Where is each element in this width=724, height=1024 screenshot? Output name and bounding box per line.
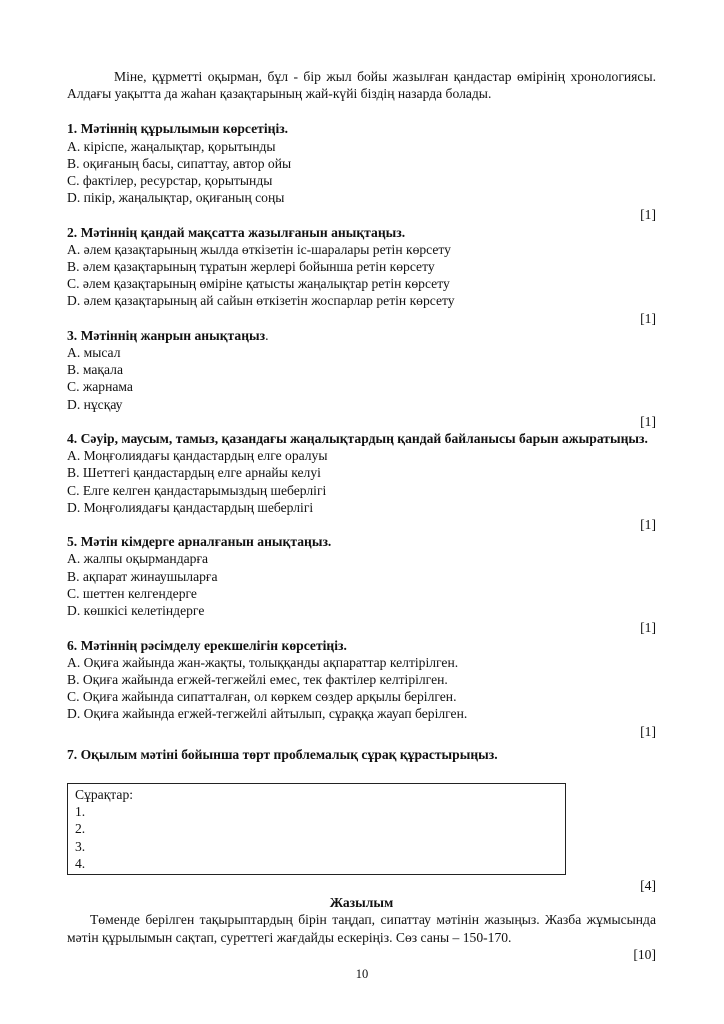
option-b: B. ақпарат жинаушыларға <box>67 568 218 584</box>
answer-box[interactable] <box>67 783 566 875</box>
mark: [1] <box>640 413 656 429</box>
option-d: D. пікір, жаңалықтар, оқиғаның соңы <box>67 190 285 206</box>
option-a: A. Моңғолиядағы қандастардың елге оралуы <box>67 448 328 464</box>
question-2 <box>67 224 656 327</box>
option-c: C. шеттен келгендерге <box>67 585 197 601</box>
option-d: D. нұсқау <box>67 396 123 412</box>
mark: [4] <box>640 877 656 893</box>
option-b: B. оқиғаның басы, сипаттау, автор ойы <box>67 155 292 171</box>
answer-line-1[interactable]: 1. <box>75 804 86 820</box>
option-a: A. мысал <box>67 345 121 361</box>
mark: [1] <box>640 723 656 739</box>
question-title-suffix: . <box>265 327 269 343</box>
answer-line-4[interactable]: 4. <box>75 855 86 871</box>
option-d: D. Оқиға жайында егжей-тегжейлі айтылып, сұраққа жауап берілген. <box>67 706 468 722</box>
answer-line-3[interactable]: 3. <box>75 838 86 854</box>
option-b: B. мақала <box>67 362 123 378</box>
intro-paragraph: Міне, құрметті оқырман, бұл - бір жыл бойы жазылған қандастар өмірінің хронологиясы. Алдағы уақытта да жаһан қазақтарының жай-күйі біздің назарда болады. <box>67 69 656 102</box>
mark: [1] <box>640 207 656 223</box>
question-3 <box>67 327 656 430</box>
option-d: D. Моңғолиядағы қандастардың шеберлігі <box>67 499 314 515</box>
question-title: 2. Мәтіннің қандай мақсатта жазылғанын анықтаңыз. <box>67 224 406 240</box>
option-a: A. кіріспе, жаңалықтар, қорытынды <box>67 138 276 154</box>
mark: [1] <box>640 517 656 533</box>
option-c: C. жарнама <box>67 379 133 395</box>
option-c: C. Оқиға жайында сипатталған, ол көркем сөздер арқылы берілген. <box>67 689 457 705</box>
mark: [10] <box>633 946 656 962</box>
option-d: D. әлем қазақтарының ай сайын өткізетін жоспарлар ретін көрсету <box>67 293 455 309</box>
document-page <box>67 68 656 963</box>
question-title: 7. Оқылым мәтіні бойынша төрт проблемалық сұрақ құрастырыңыз. <box>67 746 498 762</box>
question-1 <box>67 120 656 223</box>
option-b: B. Оқиға жайында егжей-тегжейлі емес, тек фактілер келтірілген. <box>67 671 448 687</box>
answer-box-label: Сұрақтар: <box>75 786 134 802</box>
option-c: C. Елге келген қандастарымыздың шеберлігі <box>67 482 327 498</box>
option-b: B. әлем қазақтарының тұратын жерлері бойынша ретін көрсету <box>67 259 435 275</box>
mark: [1] <box>640 620 656 636</box>
writing-section <box>67 894 656 963</box>
question-title: 1. Мәтіннің құрылымын көрсетіңіз. <box>67 121 289 137</box>
option-a: A. жалпы оқырмандарға <box>67 551 209 567</box>
question-title-text: 3. Мәтіннің жанрын анықтаңыз <box>67 327 266 343</box>
mark: [1] <box>640 310 656 326</box>
section-heading: Жазылым <box>329 895 394 911</box>
page-number: 10 <box>355 967 369 981</box>
question-5 <box>67 533 656 636</box>
option-c: C. әлем қазақтарының өміріне қатысты жаңалықтар ретін көрсету <box>67 276 450 292</box>
answer-line-2[interactable]: 2. <box>75 821 86 837</box>
question-6 <box>67 637 656 740</box>
question-title: 5. Мәтін кімдерге арналғанын анықтаңыз. <box>67 534 332 550</box>
question-7 <box>67 746 656 894</box>
option-a: A. әлем қазақтарының жылда өткізетін іс-шаралары ретін көрсету <box>67 241 451 257</box>
question-4 <box>67 430 656 533</box>
option-c: C. фактілер, ресурстар, қорытынды <box>67 173 273 189</box>
question-title: 6. Мәтіннің рәсімделу ерекшелігін көрсетіңіз. <box>67 637 347 653</box>
option-b: B. Шеттегі қандастардың елге арнайы келуі <box>67 465 321 481</box>
option-d: D. көшкісі келетіндерге <box>67 603 205 619</box>
question-title <box>67 327 656 344</box>
option-a: A. Оқиға жайында жан-жақты, толыққанды ақпараттар келтірілген. <box>67 654 459 670</box>
writing-task: Төменде берілген тақырыптардың бірін таңдап, сипаттау мәтінін жазыңыз. Жазба жұмысында мәтін құрылымын сақтап, суреттегі жағдайды ескеріңіз. Сөз саны – 150-170. <box>67 912 656 945</box>
question-title: 4. Сәуір, маусым, тамыз, қазандағы жаңалықтардың қандай байланысы барын ажыратыңыз. <box>67 431 648 447</box>
